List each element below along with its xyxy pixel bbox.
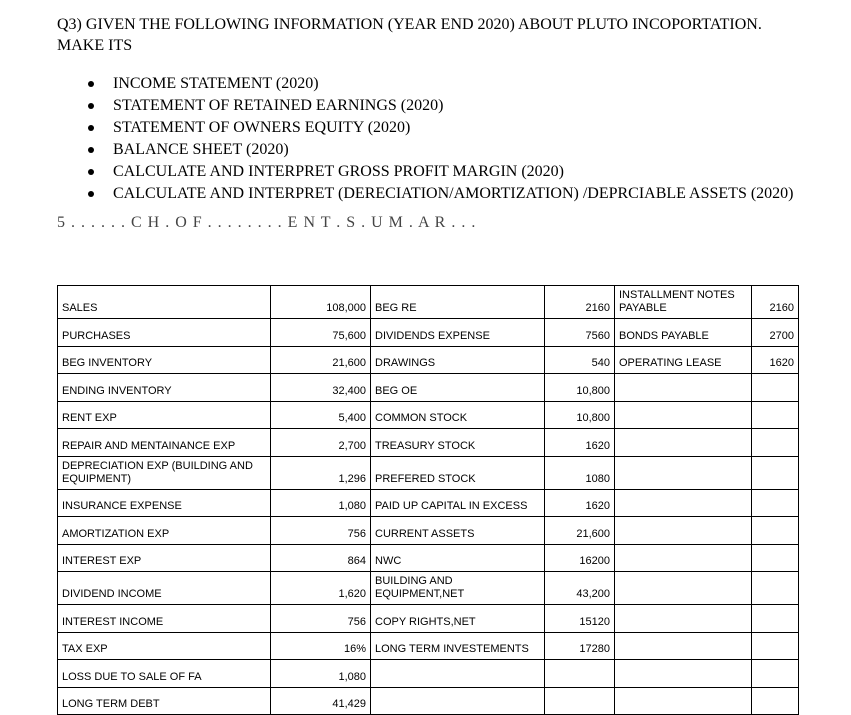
table-value-cell — [752, 544, 799, 572]
table-value-cell: 540 — [545, 346, 615, 374]
table-label-cell: RENT EXP — [58, 401, 271, 429]
table-value-cell: 756 — [271, 605, 371, 633]
table-value-cell: 15120 — [545, 605, 615, 633]
table-label-cell: TAX EXP — [58, 632, 271, 660]
table-row — [58, 632, 799, 660]
task-item: STATEMENT OF OWNERS EQUITY (2020) — [86, 117, 794, 139]
table-label-cell: DEPRECIATION EXP (BUILDING AND EQUIPMENT) — [58, 456, 271, 489]
financial-data-table — [57, 285, 799, 715]
table-value-cell: 1,080 — [271, 489, 371, 517]
table-value-cell — [752, 572, 799, 605]
table-row — [58, 572, 799, 605]
task-item: STATEMENT OF RETAINED EARNINGS (2020) — [86, 95, 794, 117]
table-label-cell: INSTALLMENT NOTES PAYABLE — [615, 286, 752, 319]
table-label-cell: INTEREST INCOME — [58, 605, 271, 633]
table-label-cell: PAID UP CAPITAL IN EXCESS — [371, 489, 545, 517]
table-value-cell: 1,620 — [271, 572, 371, 605]
table-label-cell: LONG TERM DEBT — [58, 687, 271, 715]
table-label-cell: COPY RIGHTS,NET — [371, 605, 545, 633]
table-value-cell: 75,600 — [271, 319, 371, 347]
table-label-cell — [615, 489, 752, 517]
table-label-cell: BUILDING AND EQUIPMENT,NET — [371, 572, 545, 605]
table-label-cell — [615, 544, 752, 572]
table-label-cell — [615, 660, 752, 688]
table-value-cell: 1080 — [545, 456, 615, 489]
table-row — [58, 687, 799, 715]
table-label-cell: CURRENT ASSETS — [371, 517, 545, 545]
table-value-cell: 864 — [271, 544, 371, 572]
table-value-cell: 32,400 — [271, 374, 371, 402]
table-label-cell: LOSS DUE TO SALE OF FA — [58, 660, 271, 688]
question-text — [57, 14, 817, 56]
cropped-text-line: 5 . . . . . . C H . O F . . . . . . . . E N T . S . U M . A R . . . — [57, 214, 477, 231]
table-row — [58, 346, 799, 374]
table-label-cell: BEG INVENTORY — [58, 346, 271, 374]
table-label-cell: DIVIDENDS EXPENSE — [371, 319, 545, 347]
task-list — [86, 73, 794, 205]
table-label-cell: ENDING INVENTORY — [58, 374, 271, 402]
table-label-cell: DIVIDEND INCOME — [58, 572, 271, 605]
table-value-cell: 5,400 — [271, 401, 371, 429]
table-label-cell: INTEREST EXP — [58, 544, 271, 572]
table-value-cell — [752, 632, 799, 660]
table-value-cell: 1620 — [752, 346, 799, 374]
task-item: INCOME STATEMENT (2020) — [86, 73, 794, 95]
question-line-1: Q3) GIVEN THE FOLLOWING INFORMATION (YEAR END 2020) ABOUT PLUTO INCOPORTATION. — [57, 16, 762, 33]
table-value-cell: 1,080 — [271, 660, 371, 688]
table-label-cell: BONDS PAYABLE — [615, 319, 752, 347]
task-item: CALCULATE AND INTERPRET GROSS PROFIT MARGIN (2020) — [86, 161, 794, 183]
table-label-cell: PREFERED STOCK — [371, 456, 545, 489]
task-item: CALCULATE AND INTERPRET (DERECIATION/AMORTIZATION) /DEPRCIABLE ASSETS (2020) — [86, 183, 794, 205]
table-value-cell — [752, 660, 799, 688]
table-value-cell — [752, 605, 799, 633]
question-line-2: MAKE ITS — [57, 37, 133, 54]
table-value-cell: 108,000 — [271, 286, 371, 319]
table-label-cell: OPERATING LEASE — [615, 346, 752, 374]
table-row — [58, 401, 799, 429]
table-label-cell: AMORTIZATION EXP — [58, 517, 271, 545]
table-label-cell — [615, 687, 752, 715]
table-label-cell — [615, 401, 752, 429]
table-row — [58, 489, 799, 517]
table-label-cell — [371, 660, 545, 688]
bullet-icon — [88, 81, 94, 87]
bullet-icon — [88, 147, 94, 153]
table-value-cell: 21,600 — [545, 517, 615, 545]
table-row — [58, 660, 799, 688]
table-label-cell: NWC — [371, 544, 545, 572]
table-value-cell: 756 — [271, 517, 371, 545]
table-label-cell: PURCHASES — [58, 319, 271, 347]
table-label-cell — [615, 605, 752, 633]
table-value-cell: 10,800 — [545, 401, 615, 429]
table-row — [58, 456, 799, 489]
table-label-cell: REPAIR AND MENTAINANCE EXP — [58, 429, 271, 457]
table-row — [58, 286, 799, 319]
table-label-cell — [615, 517, 752, 545]
table-value-cell — [752, 429, 799, 457]
bullet-icon — [88, 169, 94, 175]
task-item: BALANCE SHEET (2020) — [86, 139, 794, 161]
table-value-cell — [752, 489, 799, 517]
bullet-icon — [88, 191, 94, 197]
table-value-cell — [752, 517, 799, 545]
table-value-cell: 2160 — [752, 286, 799, 319]
table-value-cell: 21,600 — [271, 346, 371, 374]
table-row — [58, 517, 799, 545]
table-value-cell — [752, 687, 799, 715]
table-value-cell: 1,296 — [271, 456, 371, 489]
table-label-cell — [371, 687, 545, 715]
table-value-cell: 10,800 — [545, 374, 615, 402]
table-value-cell — [752, 374, 799, 402]
table-label-cell: COMMON STOCK — [371, 401, 545, 429]
table-value-cell: 7560 — [545, 319, 615, 347]
table-row — [58, 544, 799, 572]
table-label-cell — [615, 456, 752, 489]
table-label-cell — [615, 374, 752, 402]
table-value-cell: 1620 — [545, 489, 615, 517]
table-value-cell — [545, 660, 615, 688]
table-label-cell: TREASURY STOCK — [371, 429, 545, 457]
table-value-cell: 43,200 — [545, 572, 615, 605]
table-row — [58, 605, 799, 633]
table-label-cell: DRAWINGS — [371, 346, 545, 374]
table-value-cell: 41,429 — [271, 687, 371, 715]
bullet-icon — [88, 125, 94, 131]
table-label-cell: SALES — [58, 286, 271, 319]
table-value-cell: 16200 — [545, 544, 615, 572]
table-label-cell: LONG TERM INVESTEMENTS — [371, 632, 545, 660]
table-label-cell — [615, 632, 752, 660]
table-value-cell: 16% — [271, 632, 371, 660]
table-value-cell: 17280 — [545, 632, 615, 660]
table-value-cell — [752, 456, 799, 489]
table-value-cell: 2,700 — [271, 429, 371, 457]
table-label-cell: BEG RE — [371, 286, 545, 319]
table-value-cell — [545, 687, 615, 715]
bullet-icon — [88, 103, 94, 109]
table-row — [58, 319, 799, 347]
table-row — [58, 374, 799, 402]
table-row — [58, 429, 799, 457]
table-label-cell — [615, 429, 752, 457]
table-label-cell: INSURANCE EXPENSE — [58, 489, 271, 517]
table-value-cell: 2160 — [545, 286, 615, 319]
table-value-cell — [752, 401, 799, 429]
table-label-cell — [615, 572, 752, 605]
table-value-cell: 1620 — [545, 429, 615, 457]
table-value-cell: 2700 — [752, 319, 799, 347]
table-label-cell: BEG OE — [371, 374, 545, 402]
